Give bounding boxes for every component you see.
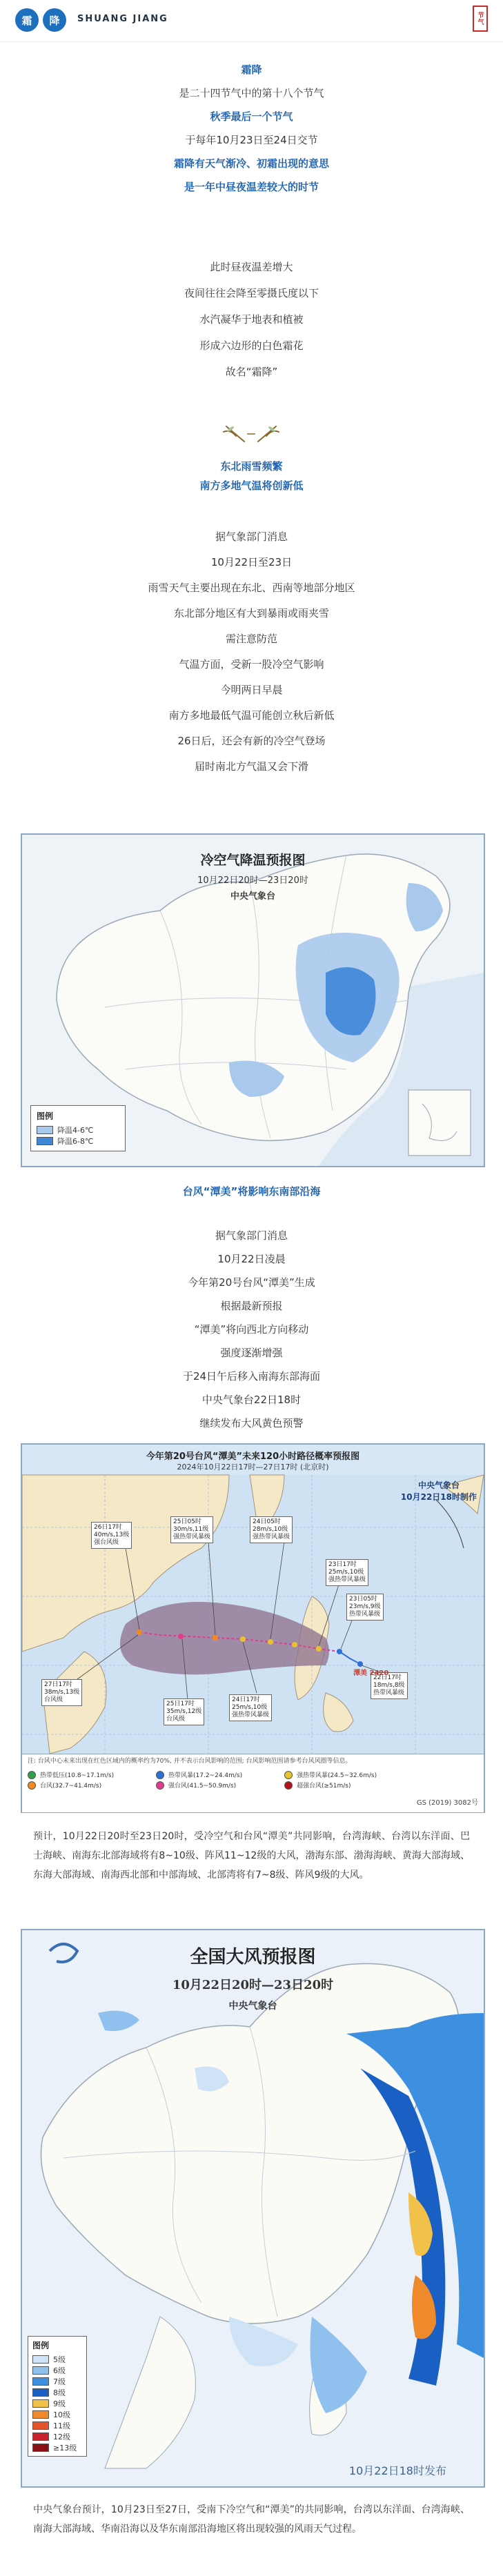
wind-forecast-map: [21, 1929, 485, 2488]
legend-item: [32, 2431, 82, 2442]
typhoon-map-agency: [401, 1479, 477, 1503]
legend-item: [284, 1770, 413, 1780]
legend-label: 10级: [53, 2410, 70, 2419]
cold-air-legend-title: 图例: [37, 1111, 54, 1121]
legend-item: [32, 2376, 82, 2387]
legend-swatch: [28, 1771, 36, 1779]
text-line: 届时南北方气温又会下滑: [194, 760, 308, 773]
text-line: 南方多地最低气温可能创立秋后新低: [168, 709, 335, 722]
section2-headline: 台风“潭美”将影响东南部沿海: [182, 1185, 321, 1198]
legend-item: [32, 2398, 82, 2409]
cold-air-map-header: [22, 850, 484, 902]
text-line: 10月22日至23日: [210, 556, 293, 568]
logo-badge-shuang: 霜: [15, 8, 39, 32]
text-line: 据气象部门消息: [215, 1229, 288, 1242]
typhoon-map-subtitle: 2024年10月22日17时—27日17时 (北京时): [177, 1463, 329, 1472]
typhoon-point-label: 25日17时 35m/s,12级 台风级: [164, 1698, 204, 1725]
brand-title: SHUANG JIANG: [77, 14, 168, 24]
typhoon-agency-name: 中央气象台: [417, 1480, 460, 1490]
text-line: 是二十四节气中的第十八个节气: [179, 87, 324, 99]
wind-map-footnote: 10月22日18时发布: [348, 2464, 446, 2477]
cold-air-map: [21, 833, 485, 1167]
cold-air-map-agency: 中央气象台: [230, 891, 275, 902]
typhoon-map-title: 今年第20号台风“潭美”未来120小时路径概率预报图: [146, 1452, 360, 1462]
legend-item: [32, 2387, 82, 2398]
legend-label: 台风(32.7~41.4m/s): [40, 1783, 102, 1790]
cold-air-legend-items: [37, 1124, 119, 1147]
intro-lines: [0, 81, 503, 199]
legend-label: ≥13级: [53, 2444, 77, 2453]
legend-swatch: [37, 1126, 53, 1134]
text-line: 于每年10月23日至24日交节: [185, 134, 318, 146]
text-line: 于24日午后移入南海东部海面: [182, 1370, 321, 1383]
text-line: 今明两日早晨: [220, 684, 283, 696]
legend-swatch: [37, 1137, 53, 1145]
typhoon-agency-time: 10月22日18时制作: [400, 1492, 477, 1502]
legend-label: 降温6-8℃: [57, 1137, 94, 1146]
intro-poem: [0, 254, 503, 385]
text-line: 继续发布大风黄色预警: [199, 1417, 304, 1429]
cold-air-legend: [30, 1105, 126, 1151]
legend-item: [37, 1124, 119, 1136]
typhoon-point-label: 25日05时 30m/s,11级 强热带风暴级: [170, 1516, 213, 1543]
text-line: 此时昼夜温差增大: [210, 261, 293, 273]
legend-swatch: [284, 1771, 293, 1779]
typhoon-point-label: 27日17时 38m/s,13级 台风级: [41, 1679, 82, 1706]
legend-label: 11级: [53, 2421, 70, 2430]
intro-title: 霜降: [241, 63, 262, 76]
wind-map-title: 全国大风预报图: [190, 1947, 316, 1968]
legend-item: [32, 2420, 82, 2431]
legend-label: 强台风(41.5~50.9m/s): [168, 1783, 237, 1790]
legend-item: [37, 1136, 119, 1147]
typhoon-track-map: [21, 1443, 485, 1813]
legend-swatch: [32, 2410, 49, 2419]
wind-map-header: [22, 1943, 484, 2012]
text-line: 需注意防范: [225, 633, 277, 645]
wind-map-date: 10月22日20时—23日20时: [172, 1978, 334, 1992]
reed-divider-icon: [217, 422, 286, 446]
text-line: 据气象部门消息: [215, 531, 288, 543]
legend-item: [284, 1780, 413, 1790]
seal-stamp: 节气: [473, 6, 488, 32]
legend-label: 降温4-6℃: [57, 1126, 94, 1135]
section1-lines: [0, 524, 503, 780]
text-line: 夜间往往会降至零摄氏度以下: [184, 287, 319, 299]
text-line: 形成六边形的白色霜花: [199, 339, 304, 352]
section1-headline-2: 南方多地气温将创新低: [199, 479, 304, 492]
legend-label: 9级: [53, 2399, 66, 2408]
text-line: 26日后，还会有新的冷空气登场: [177, 735, 326, 747]
text-line: 秋季最后一个节气: [210, 110, 293, 123]
legend-label: 6级: [53, 2366, 66, 2375]
legend-swatch: [284, 1781, 293, 1790]
text-line: 根据最新预报: [220, 1300, 283, 1312]
cold-air-map-title: 冷空气降温预报图: [200, 853, 306, 868]
text-line: 10月22日凌晨: [217, 1253, 286, 1265]
text-line: 故名“霜降”: [225, 366, 278, 378]
legend-label: 7级: [53, 2377, 66, 2386]
typhoon-legend: [22, 1754, 484, 1812]
legend-item: [32, 2442, 82, 2453]
legend-swatch: [32, 2388, 49, 2397]
typhoon-legend-items: [28, 1770, 414, 1790]
text-line: “潭美”将向西北方向移动: [194, 1323, 309, 1336]
text-line: 霜降有天气渐冷、初霜出现的意思: [173, 157, 329, 170]
legend-swatch: [32, 2355, 49, 2364]
logo-badge-jiang: 降: [43, 8, 66, 32]
typhoon-point-label: 23日17时 25m/s,10级 强热带风暴级: [326, 1559, 368, 1586]
legend-swatch: [156, 1771, 164, 1779]
wind-legend: [28, 2336, 87, 2457]
typhoon-point-label: 26日17时 40m/s,13级 强台风级: [91, 1522, 132, 1549]
legend-swatch: [28, 1781, 36, 1790]
typhoon-point-label: 22日17时 18m/s,8级 热带风暴级: [371, 1672, 408, 1699]
cold-air-map-date: 10月22日20时—23日20时: [197, 875, 308, 886]
outlook-paragraph: 中央气象台预计，10月23日至27日，受南下冷空气和“潭美”的共同影响，台湾以东洋面、台湾海峡、南海大部海域、华南沿海以及华东南部沿海地区将出现较强的风雨天气过程。: [33, 2504, 470, 2535]
text-line: 气温方面，受新一股冷空气影响: [179, 658, 324, 671]
section1-headline-1: 东北雨雪频繁: [220, 460, 283, 473]
text-line: 强度逐渐增强: [220, 1347, 283, 1359]
typhoon-point-label: 24日05时 28m/s,10级 强热带风暴级: [250, 1516, 293, 1543]
legend-label: 5级: [53, 2355, 66, 2364]
wind-map-graphic: [22, 1930, 484, 2486]
legend-swatch: [32, 2399, 49, 2408]
legend-item: [156, 1770, 284, 1780]
typhoon-point-label: 23日05时 23m/s,9级 热带风暴级: [346, 1594, 384, 1621]
text-line: 中央气象台22日18时: [201, 1394, 302, 1406]
legend-item: [32, 2365, 82, 2376]
legend-swatch: [32, 2421, 49, 2430]
wind-forecast-paragraph: 预计，10月22日20时至23日20时，受冷空气和台风“潭美”共同影响，台湾海峡、台湾以东洋面、巴士海峡、南海东北部海域将有8~10级、阵风11~12级的大风，渤海东部、渤海海峡、黄海大部海域、东海大部海域、南海西北部和中部海域、北部湾将有7~8级、阵风9级的大风。: [33, 1831, 470, 1881]
legend-item: [28, 1770, 156, 1780]
legend-label: 8级: [53, 2388, 66, 2397]
wind-legend-title: 图例: [32, 2341, 50, 2350]
legend-item: [156, 1780, 284, 1790]
legend-label: 12级: [53, 2433, 70, 2441]
legend-swatch: [32, 2366, 49, 2375]
legend-swatch: [32, 2444, 49, 2452]
page-header: [0, 0, 503, 42]
text-line: 今年第20号台风“潭美”生成: [188, 1276, 315, 1289]
legend-label: 热带低压(10.8~17.1m/s): [40, 1772, 115, 1779]
text-line: 水汽凝华于地表和植被: [199, 313, 304, 326]
typhoon-point-label: 24日17时 25m/s,10级 强热带风暴级: [229, 1694, 272, 1721]
legend-label: 超强台风(≥51m/s): [297, 1783, 351, 1790]
typhoon-legend-note: 注: 台风中心未来出现在红色区域内的概率约为70%, 并不表示台风影响的范围; 台风影响范围请参考台风风圈等信息。: [28, 1758, 352, 1765]
text-line: 是一年中昼夜温差较大的时节: [184, 181, 319, 193]
text-line: 东北部分地区有大到暴雨或雨夹雪: [173, 607, 329, 620]
legend-item: [28, 1780, 156, 1790]
legend-item: [32, 2354, 82, 2365]
legend-label: 热带风暴(17.2~24.4m/s): [168, 1772, 243, 1779]
legend-swatch: [32, 2377, 49, 2386]
wind-legend-items: [32, 2354, 82, 2453]
legend-item: [32, 2409, 82, 2420]
typhoon-name-label: 潭美 2420: [353, 1670, 389, 1677]
legend-swatch: [156, 1781, 164, 1790]
legend-swatch: [32, 2433, 49, 2441]
typhoon-map-number: GS (2019) 3082号: [416, 1799, 478, 1807]
legend-label: 强热带风暴(24.5~32.6m/s): [297, 1772, 377, 1779]
text-line: 雨雪天气主要出现在东北、西南等地部分地区: [148, 582, 355, 594]
section2-lines: [0, 1224, 503, 1435]
wind-map-agency: 中央气象台: [228, 2001, 277, 2012]
